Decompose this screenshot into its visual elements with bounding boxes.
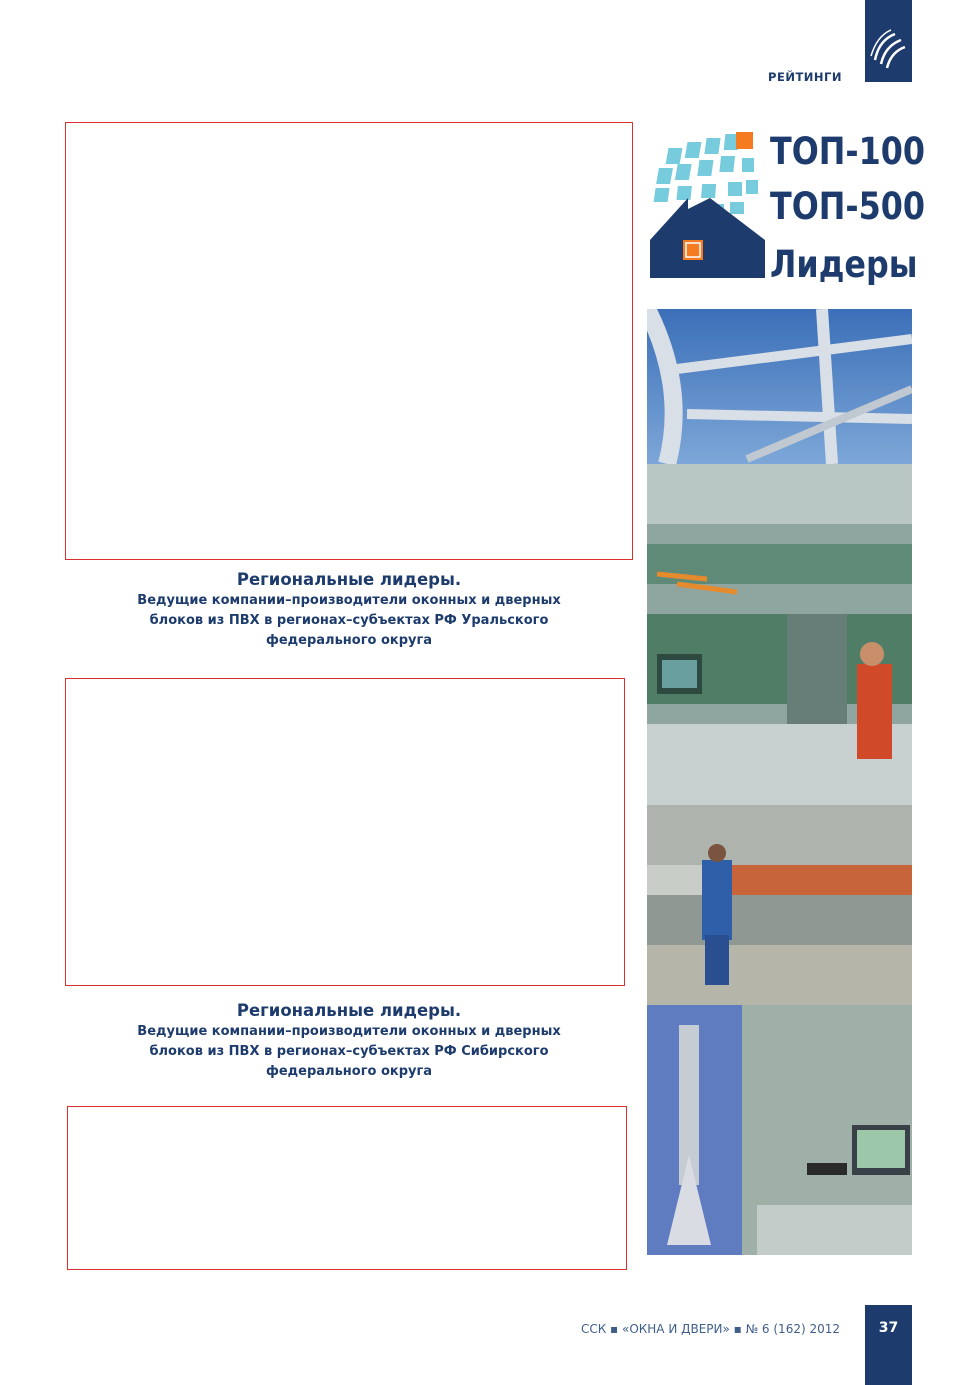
logo-text-top100: ТОП-100 [770, 130, 926, 173]
caption-title: Региональные лидеры. [236, 570, 462, 589]
photo-factory-line [647, 464, 912, 805]
caption-line: федерального округа [265, 1064, 433, 1079]
photo-window-frame [647, 309, 912, 464]
caption-line: федерального округа [265, 633, 433, 648]
table-frame-1 [65, 122, 633, 560]
table-frame-2 [65, 678, 625, 986]
logo-text-leaders: Лидеры [770, 243, 918, 286]
caption-ural [65, 569, 633, 651]
table-frame-3 [67, 1106, 627, 1270]
footer-publication: ССК ▪ «ОКНА И ДВЕРИ» ▪ № 6 (162) 2012 [580, 1322, 840, 1336]
house-window-logo-icon [650, 128, 765, 283]
page-number: 37 [878, 1320, 899, 1336]
header-tab [865, 0, 912, 82]
photo-factory-worker [647, 805, 912, 1005]
photo-testing-machine [647, 1005, 912, 1255]
section-label: РЕЙТИНГИ [768, 70, 842, 84]
page-number-tab [865, 1305, 912, 1385]
caption-line: Ведущие компании–производители оконных и дверных [137, 593, 561, 608]
caption-title: Региональные лидеры. [236, 1001, 462, 1020]
caption-line: блоков из ПВХ в регионах–субъектах РФ Уральского [149, 613, 549, 628]
caption-siberia [65, 1000, 633, 1082]
logo-text-top500: ТОП-500 [770, 185, 926, 228]
caption-line: блоков из ПВХ в регионах–субъектах РФ Сибирского [149, 1044, 549, 1059]
caption-line: Ведущие компании–производители оконных и дверных [137, 1024, 561, 1039]
publisher-logo-icon [865, 0, 912, 82]
